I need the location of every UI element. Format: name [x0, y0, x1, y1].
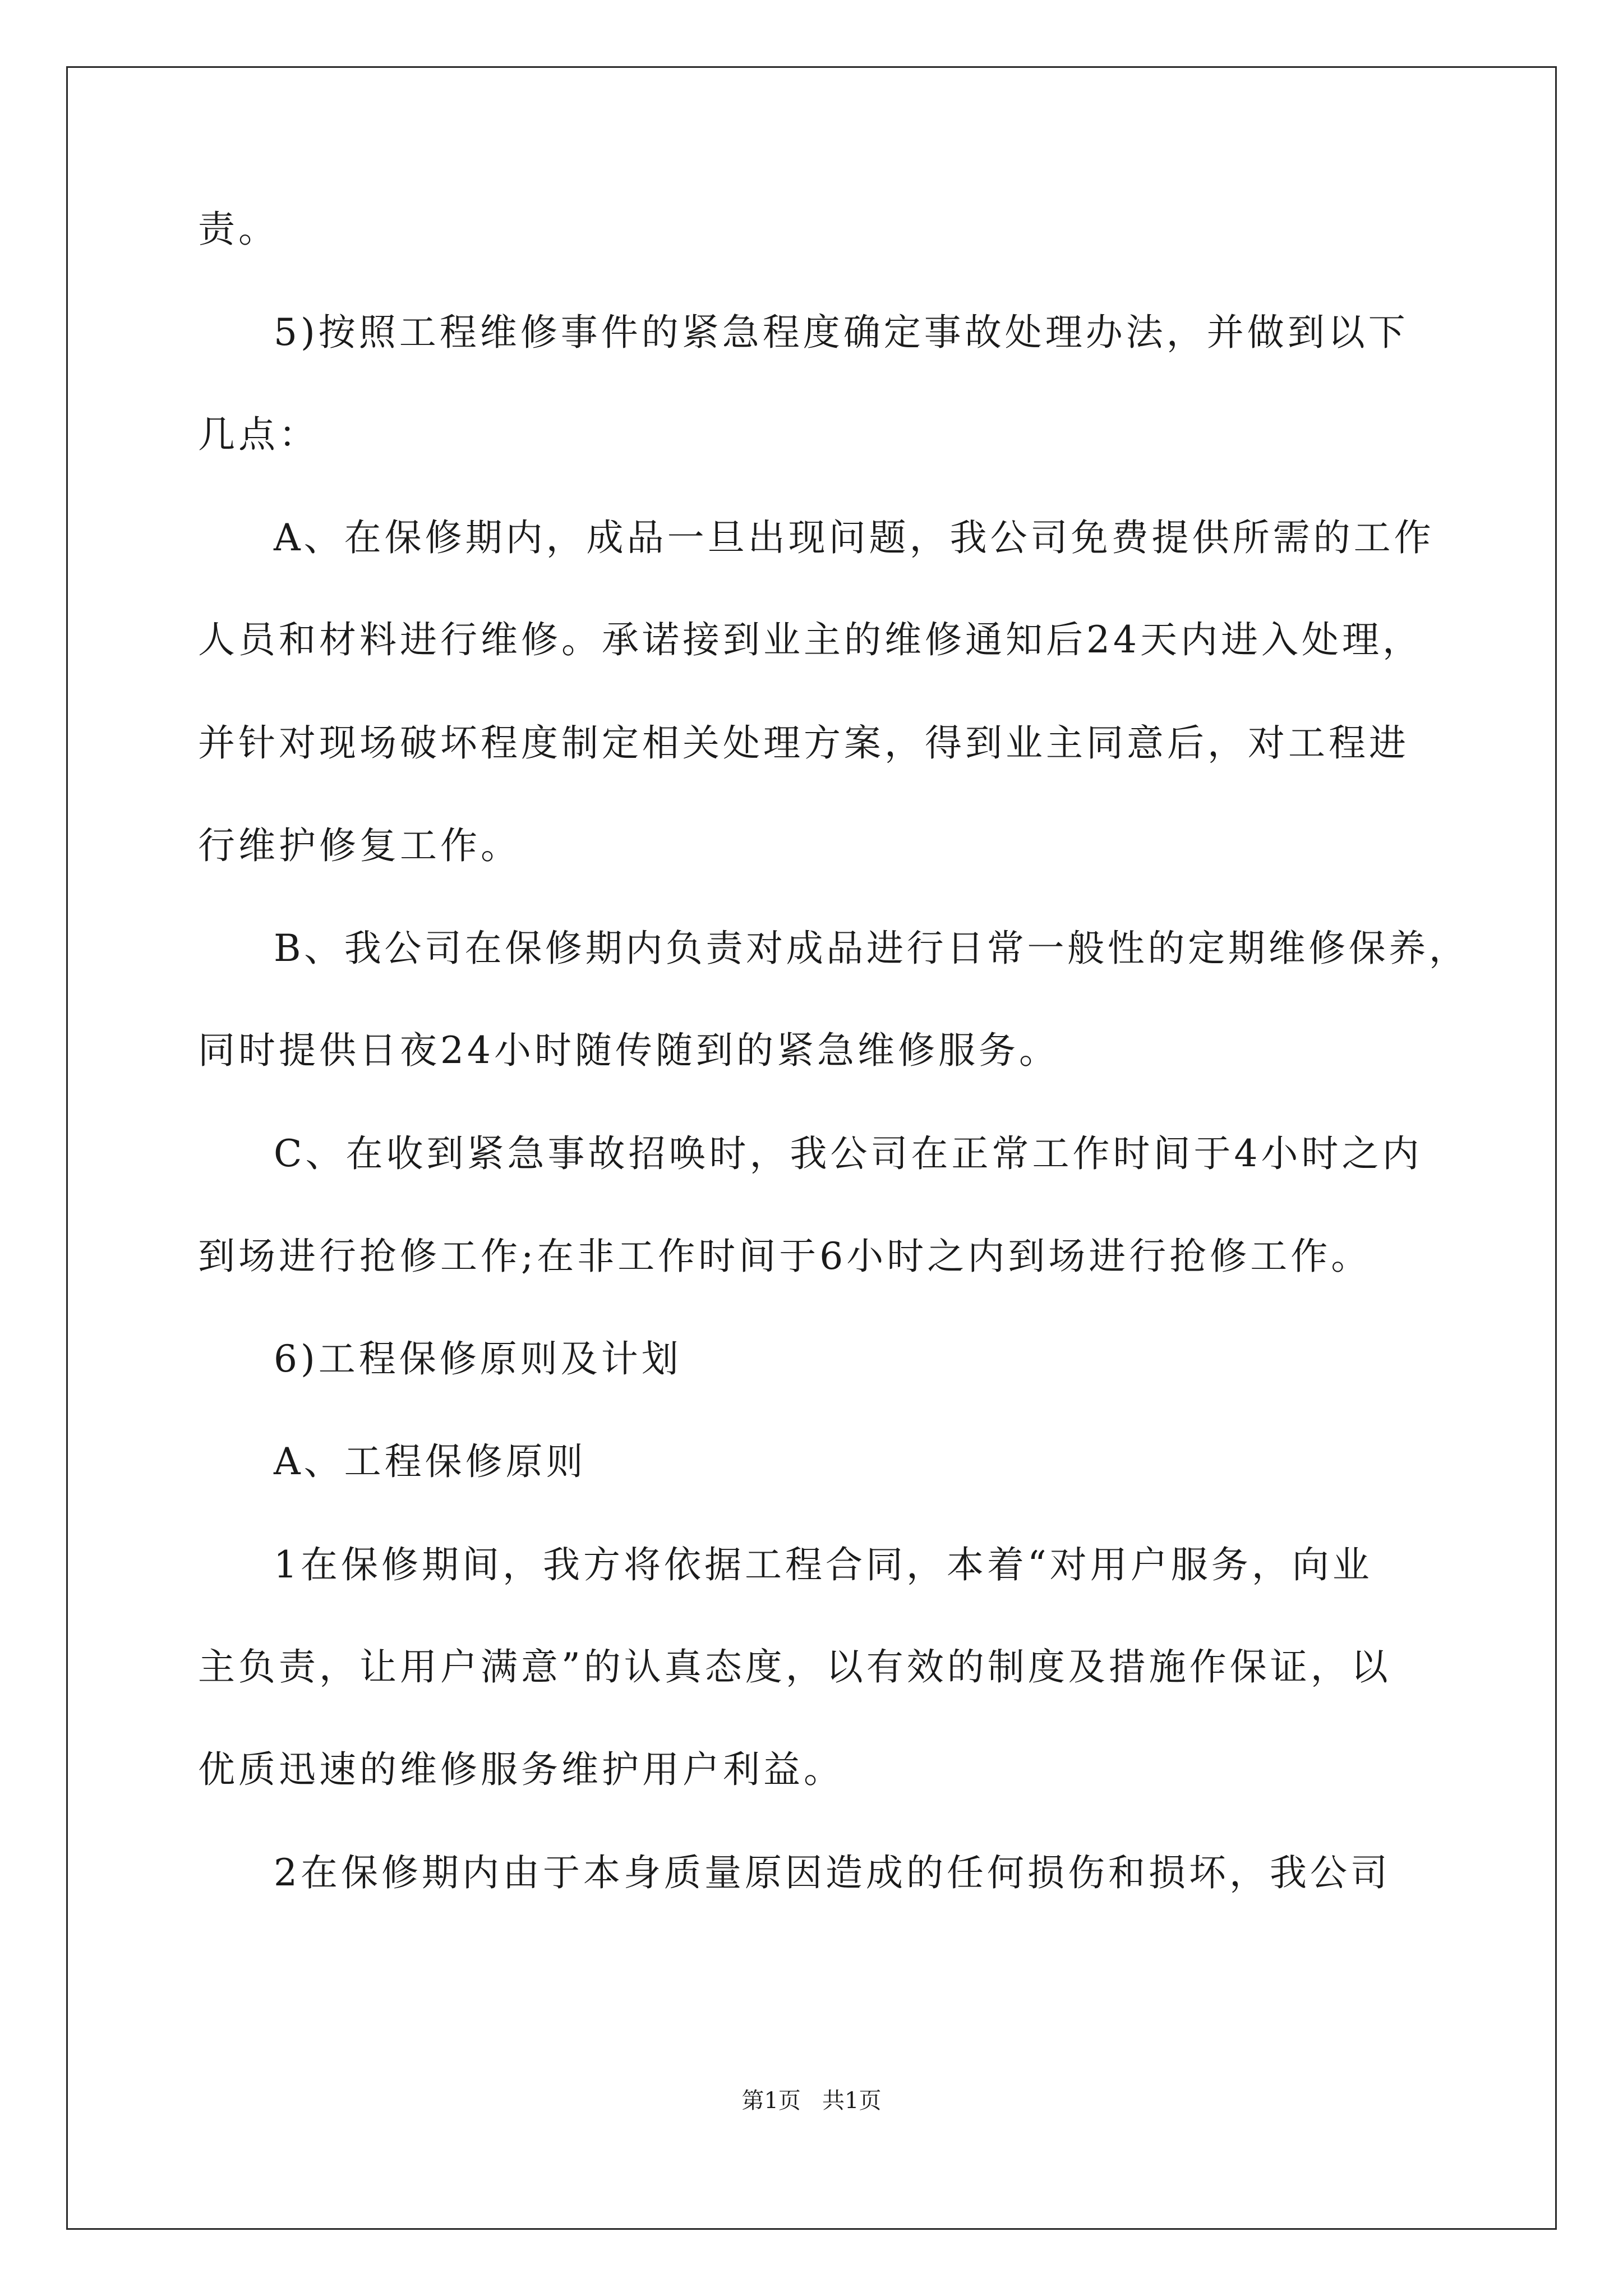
text-line: 2在保修期内由于本身质量原因造成的任何损伤和损坏，我公司: [274, 1851, 1391, 1894]
text-line: 主负责，让用户满意”的认真态度，以有效的制度及措施作保证，以: [198, 1645, 1391, 1688]
text-line: A、在保修期内，成品一旦出现问题，我公司免费提供所需的工作: [274, 516, 1435, 559]
text-line: 5)按照工程维修事件的紧急程度确定事故处理办法，并做到以下: [274, 311, 1409, 354]
text-line: A、工程保修原则: [274, 1440, 587, 1483]
text-line: 优质迅速的维修服务维护用户利益。: [198, 1748, 844, 1791]
text-line: C、在收到紧急事故招唤时，我公司在正常工作时间于4小时之内: [274, 1132, 1423, 1175]
text-line: 到场进行抢修工作;在非工作时间于6小时之内到场进行抢修工作。: [198, 1235, 1372, 1278]
page-number-footer: 第1页 共1页: [741, 2088, 882, 2114]
text-line: 行维护修复工作。: [198, 824, 521, 867]
text-line: 并针对现场破坏程度制定相关处理方案，得到业主同意后，对工程进: [198, 721, 1409, 765]
text-line: 几点：: [198, 413, 319, 456]
text-line: B、我公司在保修期内负责对成品进行日常一般性的定期维修保养，: [274, 927, 1469, 970]
text-line: 人员和材料进行维修。承诺接到业主的维修通知后24天内进入处理，: [198, 618, 1423, 661]
text-line: 6)工程保修原则及计划: [274, 1337, 682, 1381]
text-line: 责。: [198, 208, 279, 251]
text-line: 1在保修期间，我方将依据工程合同，本着“对用户服务，向业: [274, 1543, 1373, 1586]
text-line: 同时提供日夜24小时随传随到的紧急维修服务。: [198, 1029, 1059, 1072]
